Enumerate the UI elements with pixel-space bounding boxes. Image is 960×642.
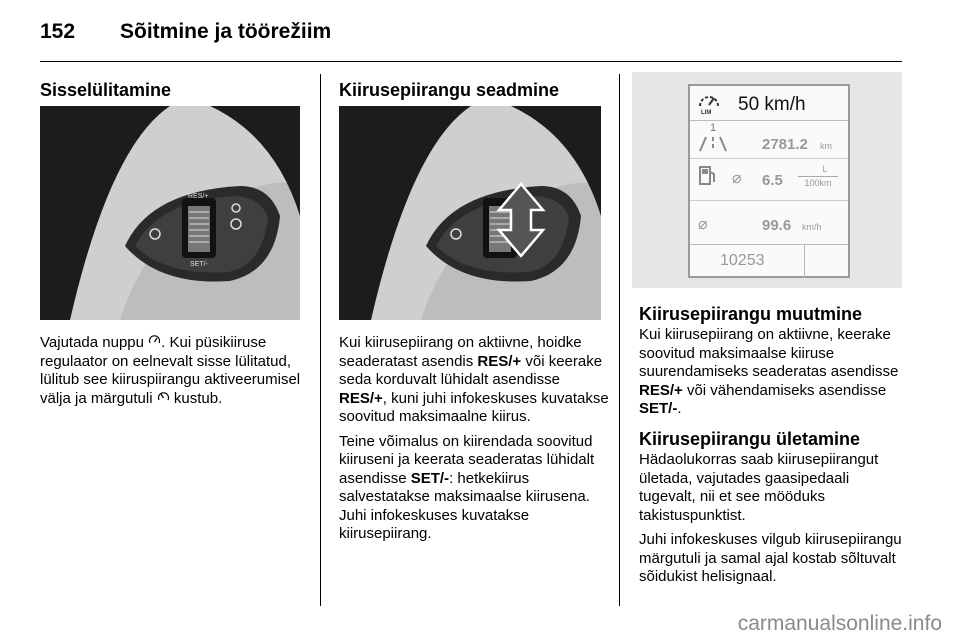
section-heading-switch-on: Sisselülitamine (40, 80, 172, 100)
fuel-consumption-value: 6.5 (762, 172, 783, 189)
display-divider-1 (690, 120, 848, 121)
fuel-unit-top: L (822, 164, 828, 174)
speed-limiter-display-icon (696, 90, 722, 121)
section-heading-setting: Kiirusepiirangu seadmine (339, 80, 560, 100)
page-number: 152 (40, 20, 76, 43)
fuel-unit-bottom: 100km (804, 178, 832, 188)
speed-limiter-icon (148, 334, 161, 353)
col1-body (40, 334, 306, 414)
average-speed-symbol-icon: ⌀ (698, 216, 708, 233)
steering-wheel-arrow-illustration (339, 106, 601, 320)
road-icon (696, 134, 730, 157)
lim-label: LIM (701, 110, 712, 116)
trip-number: 1 (710, 122, 717, 134)
steering-wheel-photo-1 (40, 106, 300, 320)
cruise-control-icon (157, 390, 170, 409)
driver-info-display-illustration (632, 72, 902, 288)
fraction-line (798, 176, 838, 177)
chapter-title: Sõitmine ja töörežiim (120, 20, 332, 43)
watermark-text: carmanualsonline.info (737, 612, 942, 635)
display-divider-4 (690, 244, 848, 245)
setting-paragraph-2: Teine võimalus on kiirendada soovitud kiiruseni ja keerata seaderatas lühidalt asendisse SET/-: hetkekiirus salvestatakse maksimaalse kiirusena. Juhi infokeskuses kuvatakse kiirusepiirang. (339, 432, 595, 542)
average-symbol-icon: ⌀ (732, 170, 742, 187)
column-divider-2 (619, 74, 620, 606)
section-heading-exceeding: Kiirusepiirangu ületamine (639, 429, 861, 449)
odometer-value: 2781.2 (762, 136, 808, 153)
odometer-unit: km (820, 141, 832, 151)
steering-wheel-illustration (40, 106, 300, 320)
col2-body (339, 334, 609, 550)
set-button-label: SET/- (190, 261, 208, 268)
display-divider-3 (690, 200, 848, 201)
column-divider-1 (320, 74, 321, 606)
speed-limit-value: 50 km/h (738, 94, 806, 115)
changing-paragraph: Kui kiirusepiirang on aktiivne, keerake soovitud maksimaalse kiiruse suurendamiseks seaderatas asendisse RES/+ või vähendamiseks asendisse SET/-. (639, 326, 899, 417)
header-divider (40, 61, 902, 62)
exceeding-paragraph-1: Hädaolukorras saab kiirusepiirangut ületada, vajutades gaasipedaali tugevalt, nii et see mööduks takistuspunktist. (639, 451, 879, 524)
setting-paragraph-1: Kui kiirusepiirang on aktiivne, hoidke seaderatast asendis RES/+ või keerake seda korduvalt lühidalt asendisse RES/+, kuni juhi infokeskuses kuvatakse soovitud maksimaalne kiirus. (339, 334, 609, 425)
average-speed-value: 99.6 (762, 217, 792, 234)
fuel-pump-icon (698, 164, 718, 191)
display-divider-2 (690, 158, 848, 159)
page-header (40, 18, 902, 58)
display-panel (688, 84, 850, 278)
section-heading-changing: Kiirusepiirangu muutmine (639, 304, 863, 324)
total-odometer-value: 10253 (720, 252, 765, 269)
steering-wheel-photo-2 (339, 106, 601, 320)
display-divider-5 (804, 244, 805, 278)
col3-body-2 (639, 451, 905, 593)
exceeding-paragraph-2: Juhi infokeskuses vilgub kiirusepiirangu märgutuli ja samal ajal kostab sõltuvalt sõidukist helisignaal. (639, 531, 902, 585)
res-button-label: RES/+ (188, 193, 209, 200)
switch-on-paragraph: Vajutada nuppu . Kui püsikiiruse regulaator on eelnevalt sisse lülitatud, lülitub see kiiruspiirangu aktiveerumisel välja ja märgutuli kustub. (40, 334, 301, 407)
average-speed-unit: km/h (802, 222, 822, 232)
col3-body-1 (639, 326, 905, 425)
